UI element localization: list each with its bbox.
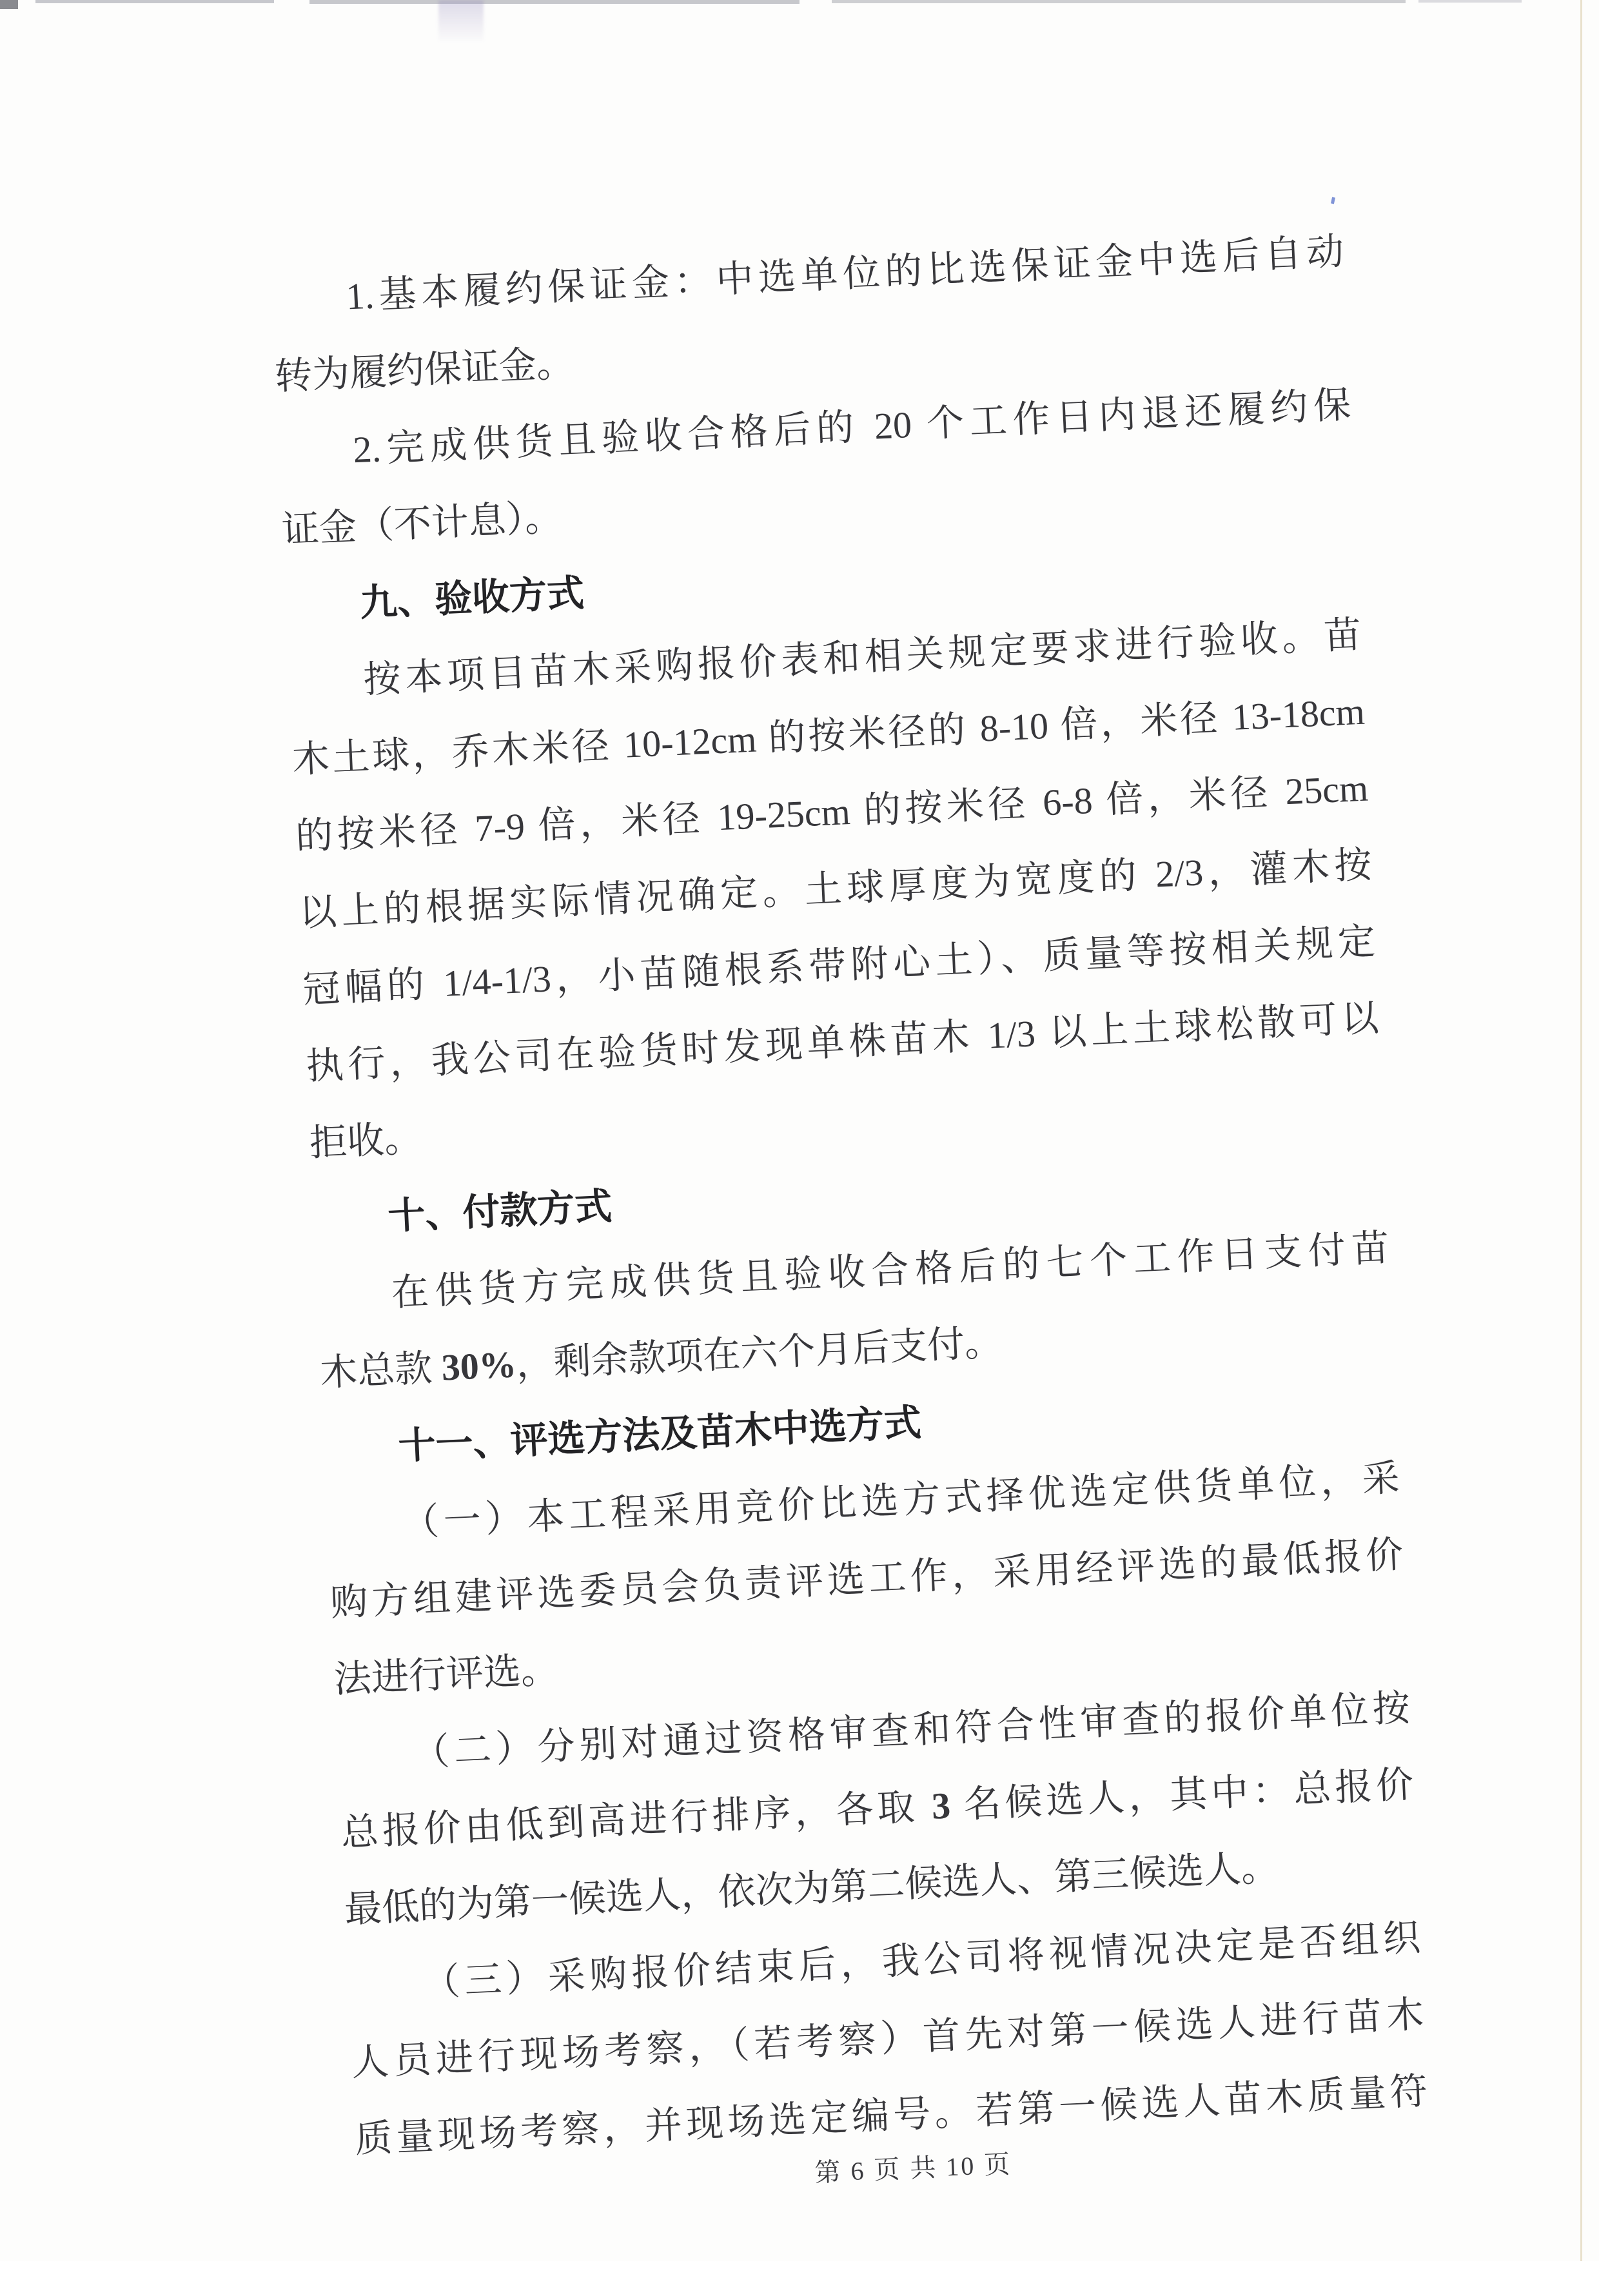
text-run: 以上的根据实际情况确定。土球厚度为宽度的 2/3，灌木按 <box>298 843 1373 934</box>
bold-text-run: 30% <box>440 1343 518 1389</box>
text-run: （一）本工程采用竞价比选方式择优选定供货单位，采 <box>400 1457 1401 1544</box>
text-run: （三）采购报价结束后，我公司将视情况决定是否组织 <box>422 1916 1422 2004</box>
text-run: 冠幅的 1/4-1/3，小苗随根系带附心土）、质量等按相关规定 <box>301 920 1377 1011</box>
text-run: 十、付款方式 <box>387 1185 613 1238</box>
bold-text-run: 3 <box>930 1784 952 1827</box>
text-run: 购方组建评选委员会负责评选工作，采用经评选的最低报价 <box>329 1533 1404 1624</box>
text-run: 按本项目苗木采购报价表和相关规定要求进行验收。苗 <box>362 613 1362 701</box>
text-run: 的按米径 7-9 倍，米径 19-25cm 的按米径 6-8 倍，米径 25cm <box>295 767 1369 858</box>
text-run: 转为履约保证金。 <box>273 342 575 398</box>
page-footer: 第 6 页 共 10 页 <box>814 2149 1013 2188</box>
text-run: ，剩余款项在六个月后支付。 <box>515 1321 1003 1386</box>
scan-edge-artifact <box>35 0 274 3</box>
text-run: 法进行评选。 <box>333 1648 560 1701</box>
document-text-block <box>270 213 1429 2177</box>
text-run: 木土球，乔木米径 10-12cm 的按米径的 8-10 倍，米径 13-18cm <box>291 690 1366 781</box>
text-run: 证金（不计息）。 <box>280 496 564 551</box>
text-run: 名候选人，其中：总报价 <box>949 1763 1415 1827</box>
text-run: 总报价由低到高进行排序，各取 <box>340 1785 933 1854</box>
text-run: 在供货方完成供货且验收合格后的七个工作日支付苗 <box>390 1226 1390 1314</box>
text-run: 执行，我公司在验货时发现单株苗木 1/3 以上土球松散可以 <box>305 997 1380 1088</box>
scan-corner-artifact <box>0 0 18 9</box>
text-run: 十一、评选方法及苗木中选方式 <box>397 1401 923 1467</box>
text-run: 2.完成供货且验收合格后的 20 个工作日内退还履约保 <box>352 384 1352 471</box>
text-run: 最低的为第一候选人，依次为第二候选人、第三候选人。 <box>343 1846 1280 1931</box>
text-run: 人员进行现场考察，（若考察）首先对第一候选人进行苗木 <box>350 1993 1425 2084</box>
text-run: 九、验收方式 <box>358 572 585 625</box>
text-run: 拒收。 <box>308 1117 423 1164</box>
text-run: 1.基本履约保证金：中选单位的比选保证金中选后自动 <box>345 230 1345 318</box>
text-run: （二）分别对通过资格审查和符合性审查的报价单位按 <box>411 1687 1411 1774</box>
text-run: 木总款 <box>319 1346 443 1395</box>
text-run: 质量现场考察，并现场选定编号。若第一候选人苗木质量符 <box>353 2070 1429 2161</box>
